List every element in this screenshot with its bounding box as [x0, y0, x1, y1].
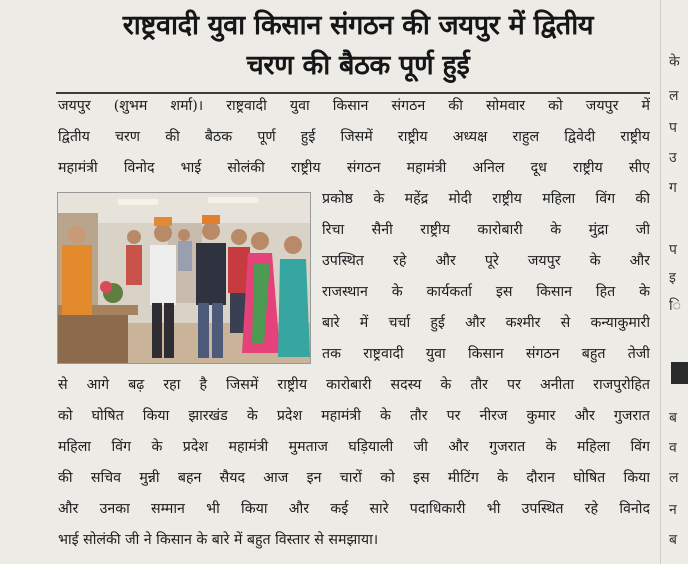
nc-glyph-2: ल [669, 88, 679, 104]
body-line-13: की सचिव मुन्नी बहन सैयद आज इन चारों को इस मीटिंग के दौरान घोषित किया [58, 470, 650, 486]
body-line-1: जयपुर (शुभम शर्मा)। राष्ट्रवादी युवा किसान संगठन की सोमवार को जयपुर में [58, 98, 650, 114]
nc-glyph-12: न [669, 502, 677, 518]
body-line-9: तक राष्ट्रवादी युवा किसान संगठन बहुत तेजी [322, 346, 650, 362]
body-line-15: भाई सोलंकी जी ने किसान के बारे में बहुत विस्तार से समझाया। [58, 532, 379, 548]
body-line-10: से आगे बढ़ रहा है जिसमें राष्ट्रीय कारोबारी सदस्य के तौर पर अनीता राजपुरोहित [58, 377, 650, 393]
adjacent-column-fragment [660, 0, 688, 564]
body-line-6: उपस्थित रहे और पूरे जयपुर के और [322, 253, 650, 269]
nc-glyph-5: ग [669, 180, 677, 196]
nc-glyph-11: ल [669, 470, 679, 486]
nc-glyph-8: ि [669, 298, 681, 314]
body-line-5: रिचा सैनी राष्ट्रीय कारोबारी के मुंद्रा जी [322, 222, 650, 238]
body-line-7: राजस्थान के कार्यकर्ता इस किसान हित के [322, 284, 650, 300]
nc-glyph-6: प [669, 242, 677, 258]
nc-glyph-13: ब [669, 532, 677, 548]
body-line-14: और उनका सम्मान भी किया और कई सारे पदाधिकारी भी उपस्थित रहे विनोद [58, 501, 650, 517]
nc-glyph-4: उ [669, 150, 677, 166]
headline-line-1: राष्ट्रवादी युवा किसान संगठन की जयपुर में द्वितीय [122, 10, 594, 41]
nc-heading-bar [671, 362, 688, 384]
article-headline [58, 6, 658, 86]
body-line-2: द्वितीय चरण की बैठक पूर्ण हुई जिसमें राष्ट्रीय अध्यक्ष राहुल द्विवेदी राष्ट्रीय [58, 129, 650, 145]
nc-glyph-10: व [669, 440, 677, 456]
headline-rule [56, 92, 650, 94]
article-photo [57, 192, 311, 364]
nc-glyph-7: इ [669, 270, 676, 286]
body-line-4: प्रकोष्ठ के महेंद्र मोदी राष्ट्रीय महिला विंग की [322, 191, 650, 207]
body-line-8: बारे में चर्चा हुई और कश्मीर से कन्याकुमारी [322, 315, 650, 331]
body-line-11: को घोषित किया झारखंड के प्रदेश महामंत्री के तौर पर नीरज कुमार और गुजरात [58, 408, 650, 424]
meeting-photo-illustration [58, 193, 310, 363]
nc-glyph-1: के [669, 54, 680, 70]
body-line-12: महिला विंग के प्रदेश महामंत्री मुमताज घड़ियाली जी और गुजरात के महिला विंग [58, 439, 650, 455]
nc-glyph-3: प [669, 120, 677, 136]
headline-line-2: चरण की बैठक पूर्ण हुई [246, 50, 470, 81]
body-line-3: महामंत्री विनोद भाई सोलंकी राष्ट्रीय संगठन महामंत्री अनिल दूध राष्ट्रीय सीए [58, 160, 650, 176]
nc-glyph-9: ब [669, 410, 677, 426]
